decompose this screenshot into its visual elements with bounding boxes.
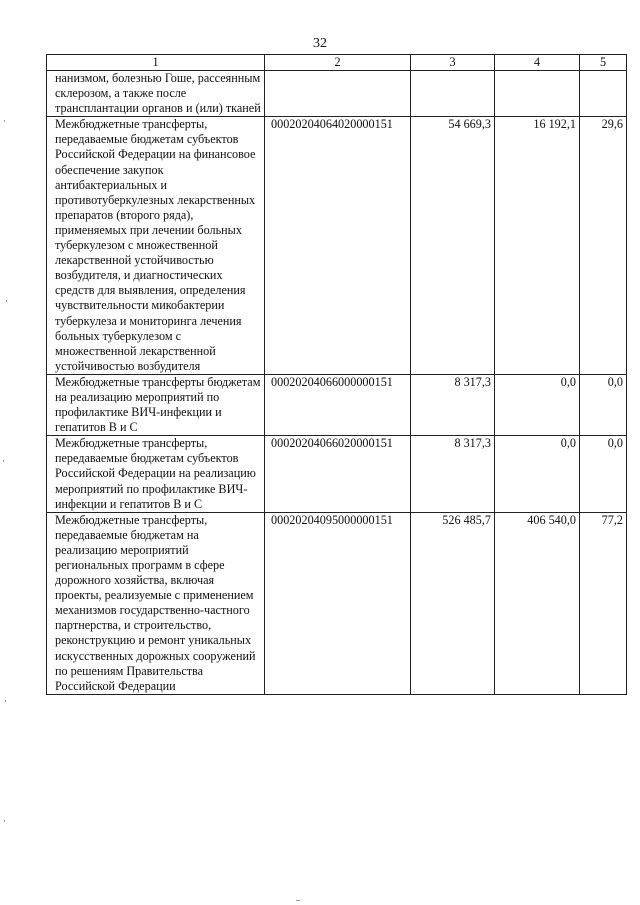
row-value-col3 [411, 71, 495, 117]
row-value-col5: 0,0 [580, 436, 627, 512]
row-value-col5: 77,2 [580, 512, 627, 694]
table-row [47, 512, 627, 694]
row-name-cell: нанизмом, болезнью Гоше, рассеянным склерозом, а также после трансплантации органов и (или) тканей [47, 71, 265, 117]
column-header-2: 2 [265, 55, 411, 71]
table-header-row [47, 55, 627, 71]
row-value-col5: 29,6 [580, 117, 627, 375]
row-code-cell: 00020204066000000151 [265, 374, 411, 435]
scan-speck [5, 700, 6, 702]
row-name-cell: Межбюджетные трансферты, передаваемые бюджетам субъектов Российской Федерации на реализацию мероприятий по профилактике ВИЧ-инфекции и гепатитов В и С [47, 436, 265, 512]
table-row [47, 374, 627, 435]
table-row [47, 436, 627, 512]
row-value-col3: 8 317,3 [411, 436, 495, 512]
row-value-col4: 406 540,0 [495, 512, 580, 694]
row-value-col4: 16 192,1 [495, 117, 580, 375]
row-name-cell: Межбюджетные трансферты, передаваемые бюджетам субъектов Российской Федерации на финансовое обеспечение закупок антибактериальных и противотуберкулезных лекарственных препаратов (второго ряда), применяемых при лечении больных туберкулезом с множественной лекарственной устойчивостью возбудителя, и диагностических средств для выявления, определения чувствительности микобактерии туберкулеза и мониторинга лечения больных туберкулезом с множественной лекарственной устойчивостью возбудителя [47, 117, 265, 375]
row-value-col3: 54 669,3 [411, 117, 495, 375]
row-code-cell [265, 71, 411, 117]
table-row [47, 117, 627, 375]
page-number: 32 [313, 36, 327, 51]
row-value-col4 [495, 71, 580, 117]
table-row [47, 71, 627, 117]
row-value-col4: 0,0 [495, 436, 580, 512]
row-value-col5: 0,0 [580, 374, 627, 435]
column-header-5: 5 [580, 55, 627, 71]
column-header-1: 1 [47, 55, 265, 71]
scan-speck [296, 900, 300, 901]
column-header-3: 3 [411, 55, 495, 71]
scan-speck [3, 460, 4, 462]
row-name-cell: Межбюджетные трансферты, передаваемые бюджетам на реализацию мероприятий региональных программ в сфере дорожного хозяйства, включая проекты, реализуемые с применением механизмов государственно-частного партнерства, и строительство, реконструкцию и ремонт уникальных искусственных дорожных сооружений по решениям Правительства Российской Федерации [47, 512, 265, 694]
row-value-col5 [580, 71, 627, 117]
scan-speck [4, 120, 5, 122]
column-header-4: 4 [495, 55, 580, 71]
row-value-col3: 8 317,3 [411, 374, 495, 435]
row-value-col3: 526 485,7 [411, 512, 495, 694]
row-name-cell: Межбюджетные трансферты бюджетам на реализацию мероприятий по профилактике ВИЧ-инфекции и гепатитов В и С [47, 374, 265, 435]
scan-speck [4, 820, 5, 822]
row-code-cell: 00020204064020000151 [265, 117, 411, 375]
row-code-cell: 00020204066020000151 [265, 436, 411, 512]
row-code-cell: 00020204095000000151 [265, 512, 411, 694]
scan-speck [6, 300, 7, 302]
row-value-col4: 0,0 [495, 374, 580, 435]
budget-table [46, 54, 627, 695]
